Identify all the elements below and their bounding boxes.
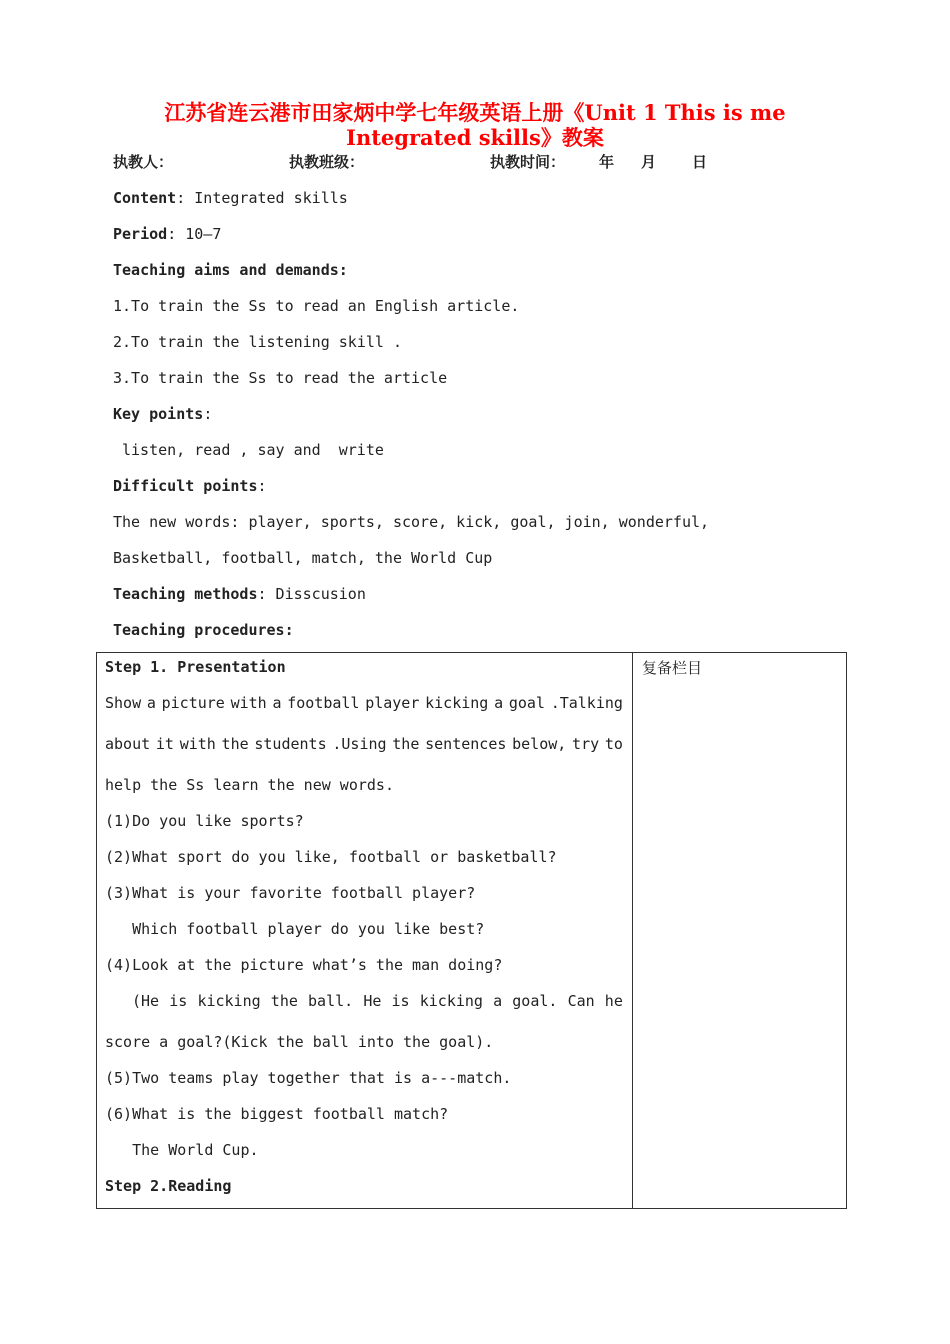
aim-item-1: 1.To train the Ss to read an English article. bbox=[113, 297, 520, 315]
word: it bbox=[155, 735, 174, 753]
word: a bbox=[493, 992, 503, 1010]
word: the bbox=[270, 992, 298, 1010]
word: a bbox=[146, 694, 156, 712]
procedures-heading: Teaching procedures: bbox=[113, 621, 294, 639]
methods-line bbox=[113, 584, 366, 604]
word: ball. bbox=[308, 992, 354, 1010]
question-4: (4)Look at the picture what’s the man doing? bbox=[105, 956, 503, 974]
content-value: : Integrated skills bbox=[176, 189, 348, 207]
question-5: (5)Two teams play together that is a---match. bbox=[105, 1069, 512, 1087]
word: kicking bbox=[425, 694, 489, 712]
word: with bbox=[230, 694, 267, 712]
word: Show bbox=[105, 694, 142, 712]
question-2: (2)What sport do you like, football or basketball? bbox=[105, 848, 557, 866]
year-label: 年 bbox=[599, 153, 615, 171]
word: is bbox=[391, 992, 410, 1010]
intro-line-3: help the Ss learn the new words. bbox=[105, 776, 394, 794]
word: try bbox=[572, 735, 600, 753]
answer-4-line-1 bbox=[132, 991, 623, 1011]
word: .Using bbox=[332, 735, 387, 753]
word: about bbox=[105, 735, 151, 753]
difficult-points-line bbox=[113, 476, 267, 496]
month-label: 月 bbox=[641, 153, 657, 171]
procedure-table bbox=[96, 652, 847, 1209]
period-label: Period bbox=[113, 225, 168, 243]
period-line bbox=[113, 224, 221, 244]
key-points-suffix: : bbox=[203, 405, 213, 423]
word: below, bbox=[512, 735, 567, 753]
document-title-line-2: Integrated skills》教案 bbox=[346, 125, 604, 150]
question-1: (1)Do you like sports? bbox=[105, 812, 304, 830]
word: he bbox=[604, 992, 623, 1010]
intro-line-2 bbox=[105, 734, 623, 754]
word: goal bbox=[508, 694, 545, 712]
day-label: 日 bbox=[692, 153, 708, 171]
word: picture bbox=[161, 694, 225, 712]
methods-heading: Teaching methods bbox=[113, 585, 258, 603]
step-2-heading: Step 2.Reading bbox=[105, 1177, 232, 1195]
word: goal. bbox=[512, 992, 558, 1010]
aim-item-3: 3.To train the Ss to read the article bbox=[113, 369, 448, 387]
word: .Talking bbox=[550, 694, 623, 712]
word: to bbox=[604, 735, 623, 753]
difficult-points-line-1: The new words: player, sports, score, kick, goal, join, wonderful, bbox=[113, 513, 710, 531]
period-value: : 10—7 bbox=[167, 225, 222, 243]
meta-row bbox=[113, 152, 813, 172]
word: the bbox=[221, 735, 249, 753]
word: the bbox=[392, 735, 420, 753]
difficult-points-heading: Difficult points bbox=[113, 477, 258, 495]
aims-heading: Teaching aims and demands: bbox=[113, 261, 348, 279]
word: player bbox=[365, 694, 420, 712]
step-1-heading: Step 1. Presentation bbox=[105, 658, 286, 676]
word: kicking bbox=[419, 992, 483, 1010]
key-points-line bbox=[113, 404, 212, 424]
answer-6: The World Cup. bbox=[105, 1141, 259, 1159]
word: a bbox=[494, 694, 504, 712]
question-3: (3)What is your favorite football player? bbox=[105, 884, 476, 902]
side-column-label: 复备栏目 bbox=[642, 659, 703, 677]
question-3-alt: Which football player do you like best? bbox=[105, 920, 485, 938]
document-title-line-1: 江苏省连云港市田家炳中学七年级英语上册《Unit 1 This is me bbox=[164, 100, 786, 125]
table-column-divider bbox=[632, 653, 633, 1208]
content-line bbox=[113, 188, 348, 208]
word: (He bbox=[132, 992, 160, 1010]
difficult-points-suffix: : bbox=[257, 477, 267, 495]
key-points-text: listen, read , say and write bbox=[122, 441, 384, 459]
class-label: 执教班级： bbox=[289, 153, 365, 171]
word: He bbox=[363, 992, 382, 1010]
teacher-label: 执教人： bbox=[113, 153, 174, 171]
question-6: (6)What is the biggest football match? bbox=[105, 1105, 449, 1123]
word: football bbox=[287, 694, 360, 712]
word: sentences bbox=[425, 735, 507, 753]
word: with bbox=[179, 735, 216, 753]
answer-4-line-2: score a goal?(Kick the ball into the goal). bbox=[105, 1033, 494, 1051]
aim-item-2: 2.To train the listening skill . bbox=[113, 333, 402, 351]
word: is bbox=[169, 992, 188, 1010]
word: a bbox=[272, 694, 282, 712]
content-label: Content bbox=[113, 189, 177, 207]
methods-value: : Disscusion bbox=[257, 585, 366, 603]
word: kicking bbox=[197, 992, 261, 1010]
word: students bbox=[254, 735, 327, 753]
intro-line-1 bbox=[105, 693, 623, 713]
difficult-points-line-2: Basketball, football, match, the World Cup bbox=[113, 549, 493, 567]
word: Can bbox=[567, 992, 595, 1010]
key-points-heading: Key points bbox=[113, 405, 204, 423]
time-label: 执教时间： bbox=[490, 153, 566, 171]
